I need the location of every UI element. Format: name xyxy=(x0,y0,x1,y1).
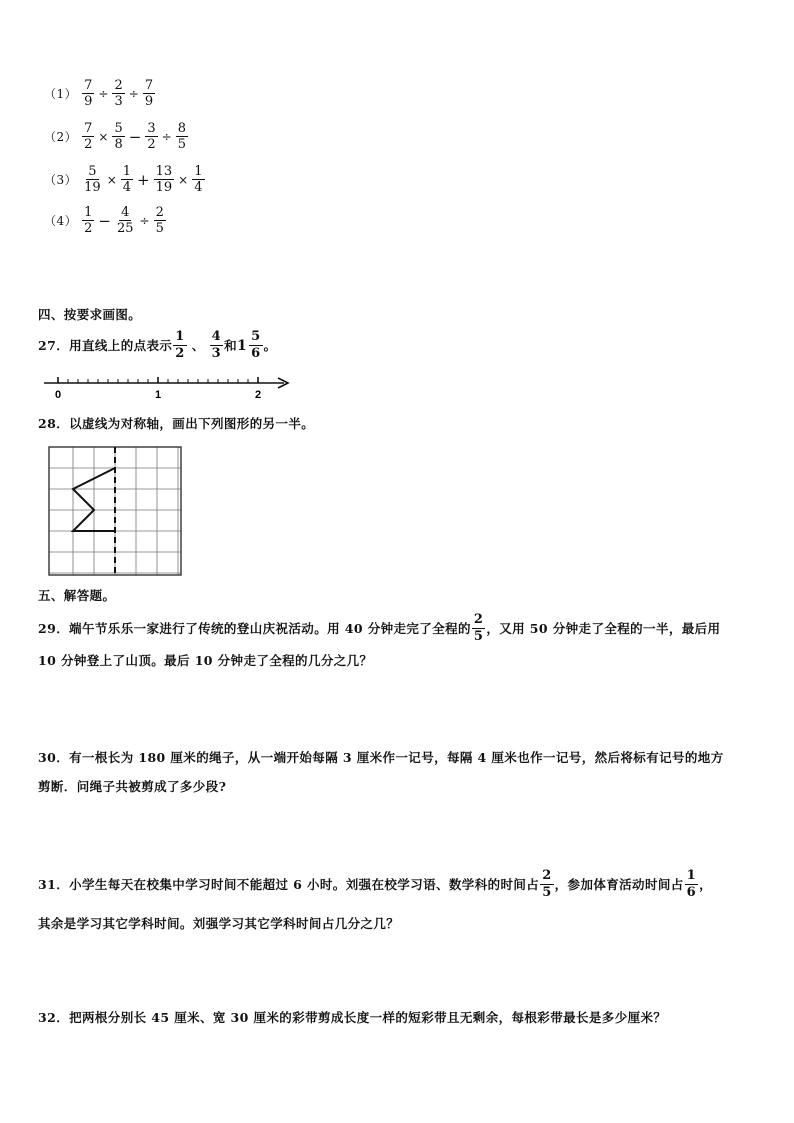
operator: − xyxy=(128,127,142,146)
operator: ÷ xyxy=(98,86,109,101)
q31-fraction-1: $\frac{2}{5}$ xyxy=(542,868,552,900)
calc-item-4 xyxy=(44,205,167,236)
fraction: $\frac{1}{4}$ xyxy=(122,164,132,195)
fraction: $\frac{2}{5}$ xyxy=(155,205,164,236)
calc-item-2 xyxy=(44,121,189,152)
operator: ÷ xyxy=(139,213,150,228)
fraction: $\frac{4}{25}$ xyxy=(117,205,134,236)
symmetry-grid xyxy=(48,446,184,578)
fraction: $\frac{1}{2}$ xyxy=(84,205,93,236)
fraction: $\frac{1}{4}$ xyxy=(194,164,203,195)
q27-prefix: 27．用直线上的点表示 xyxy=(38,337,173,353)
question-28: 28．以虚线为对称轴，画出下列图形的另一半。 xyxy=(38,416,315,431)
operator: × xyxy=(178,172,189,187)
question-32: 32．把两根分别长 45 厘米、宽 30 厘米的彩带剪成长度一样的短彩带且无剩余，每根彩带最长是多少厘米？ xyxy=(38,1010,667,1025)
fraction: $\frac{2}{3}$ xyxy=(114,78,123,109)
section-five-title: 五、解答题。 xyxy=(38,588,116,603)
calc-label: （3） xyxy=(44,173,78,187)
fraction: $\frac{5}{19}$ xyxy=(84,164,101,195)
operator: ÷ xyxy=(161,129,172,144)
q27-and: 和 xyxy=(224,337,238,353)
section-four-title: 四、按要求画图。 xyxy=(38,307,142,322)
calc-label: （4） xyxy=(44,214,78,228)
calc-item-1 xyxy=(44,78,156,109)
q31-fraction-2: $\frac{1}{6}$ xyxy=(686,868,697,900)
q27-mixed-number: 1 $\frac{5}{6}$ xyxy=(237,329,261,361)
question-31-line-1: 31．小学生每天在校集中学习时间不能超过 6 小时。刘强在校学习语、数学科的时间占 $\frac{2}{5}$ ，参加体育活动时间占 $\frac{1}{6}$ ， xyxy=(38,868,713,900)
question-27 xyxy=(38,329,277,362)
calc-label: （1） xyxy=(44,87,78,101)
tick-label-1: 1 xyxy=(154,389,162,401)
operator: + xyxy=(137,170,150,189)
calc-item-3 xyxy=(44,164,206,195)
operator: ÷ xyxy=(128,86,139,101)
fraction: $\frac{5}{8}$ xyxy=(114,121,123,152)
calc-label: （2） xyxy=(44,130,78,144)
fraction: $\frac{13}{19}$ xyxy=(155,164,173,195)
q27-end: 。 xyxy=(263,337,277,353)
fraction: $\frac{3}{2}$ xyxy=(147,121,156,152)
question-30-line-2: 剪断．问绳子共被剪成了多少段? xyxy=(38,779,227,794)
question-30-line-1: 30．有一根长为 180 厘米的绳子，从一端开始每隔 3 厘米作一记号，每隔 4 厘米也作一记号，然后将标有记号的地方 xyxy=(38,750,724,765)
fraction: $\frac{7}{9}$ xyxy=(84,78,93,109)
q27-separator: 、 xyxy=(191,337,205,353)
tick-label-2: 2 xyxy=(254,389,262,401)
question-29-line-2: 10 分钟登上了山顶。最后 10 分钟走了全程的几分之几？ xyxy=(38,653,373,668)
operator: − xyxy=(98,211,111,230)
question-31-line-2: 其余是学习其它学科时间。刘强学习其它学科时间占几分之几？ xyxy=(38,916,400,931)
operator: × xyxy=(98,129,109,144)
operator: × xyxy=(106,172,117,187)
q29-fraction: $\frac{2}{5}$ xyxy=(473,612,484,644)
tick-label-0: 0 xyxy=(54,389,62,401)
number-line xyxy=(40,373,300,403)
question-29-line-1: 29．端午节乐乐一家进行了传统的登山庆祝活动。用 40 分钟走完了全程的 $\frac{2}{5}$ ，又用 50 分钟走了全程的一半，最后用 xyxy=(38,612,721,644)
fraction: $\frac{7}{9}$ xyxy=(144,78,154,109)
q27-fraction-2: $\frac{4}{3}$ xyxy=(211,329,222,361)
fraction: $\frac{8}{5}$ xyxy=(177,121,186,152)
q27-fraction-1: $\frac{1}{2}$ xyxy=(175,329,185,361)
fraction: $\frac{7}{2}$ xyxy=(84,121,93,152)
